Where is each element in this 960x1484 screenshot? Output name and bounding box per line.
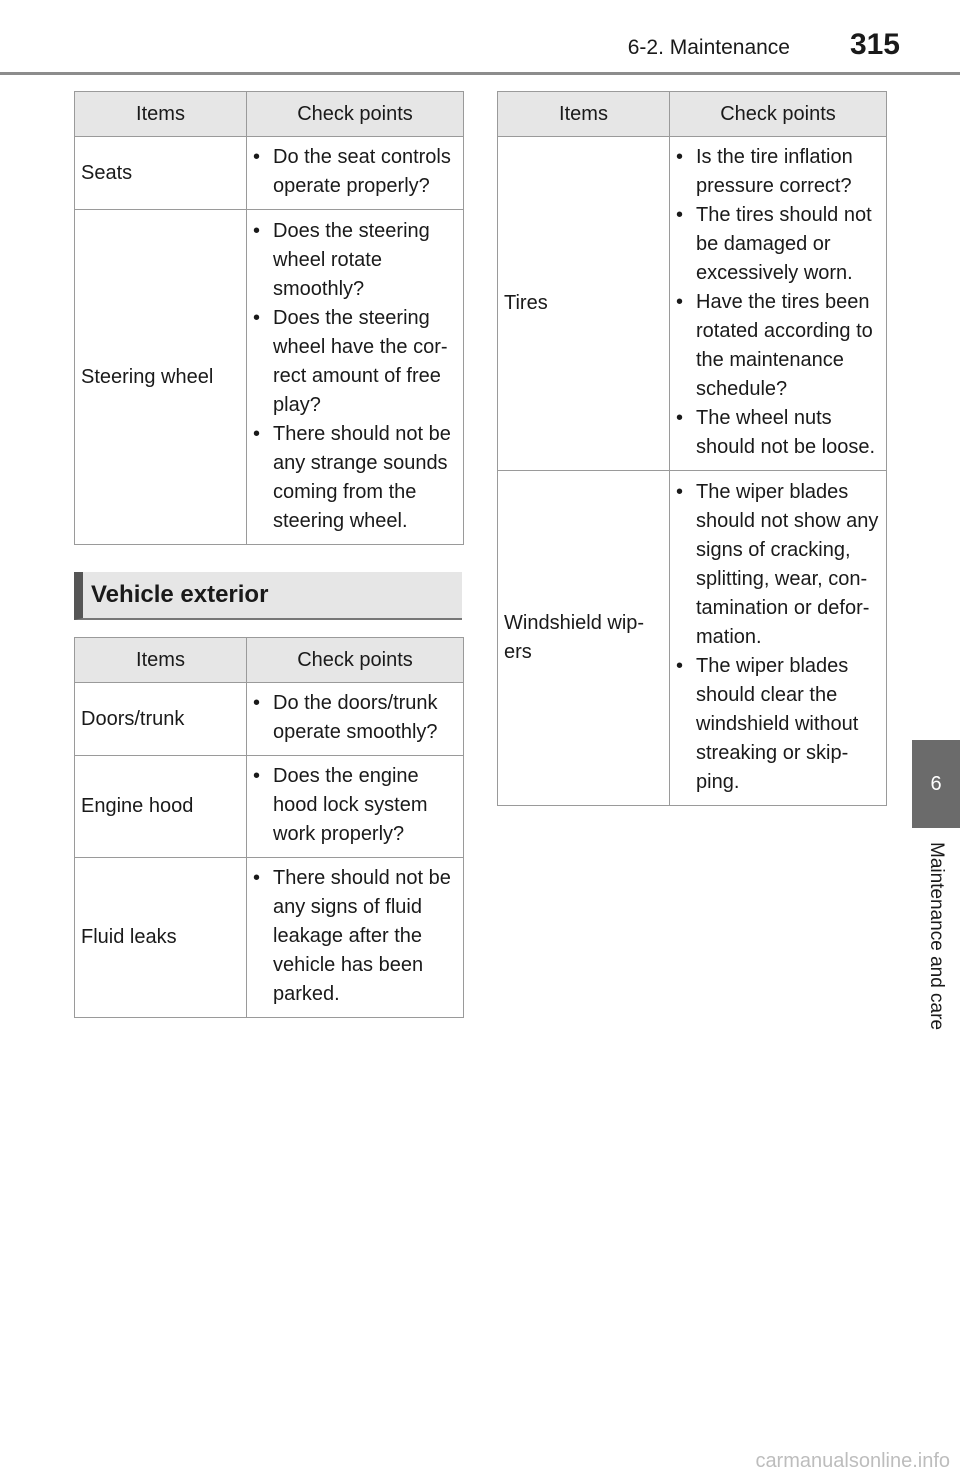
table-row [75,756,464,858]
section-title: 6-2. Maintenance [627,36,790,59]
row-item: Windshield wip-ers [498,471,670,806]
check-table-exterior [74,637,464,1018]
row-item: Doors/trunk [75,683,247,756]
table-row [75,683,464,756]
check-point: • The wiper blades should clear the windshield without streaking or skip-ping. [676,652,880,797]
row-check-points [247,210,464,545]
check-point: • There should not be any signs of fluid leakage after the vehicle has been parked. [253,864,457,1009]
header-items: Items [498,92,670,137]
row-check-points [670,137,887,471]
header-rule [0,72,960,75]
header-check-points: Check points [247,92,464,137]
row-check-points [247,137,464,210]
check-point: • The wiper blades should not show any signs of cracking, splitting, wear, con-tamination or defor-mation. [676,478,880,652]
chapter-tab-number: 6 [912,740,960,828]
row-check-points [247,683,464,756]
page-number: 315 [849,28,900,61]
table-header-row [75,638,464,683]
row-item: Engine hood [75,756,247,858]
table-header-row [75,92,464,137]
table-row [498,137,887,471]
row-item: Tires [498,137,670,471]
check-point: • Does the steering wheel have the cor-rect amount of free play? [253,304,457,420]
row-check-points [247,858,464,1018]
section-heading-vehicle-exterior: Vehicle exterior [74,572,462,620]
row-item: Seats [75,137,247,210]
check-table-tires-wipers [497,91,887,806]
row-item: Steering wheel [75,210,247,545]
row-check-points [247,756,464,858]
check-point: • Does the engine hood lock system work properly? [253,762,457,849]
check-point: • There should not be any strange sounds coming from the steering wheel. [253,420,457,536]
table-row [75,210,464,545]
header-check-points: Check points [247,638,464,683]
check-point: • Do the seat controls operate properly? [253,143,457,201]
watermark: carmanualsonline.info [755,1450,950,1472]
check-point: • Is the tire inflation pressure correct? [676,143,880,201]
header-items: Items [75,92,247,137]
header-items: Items [75,638,247,683]
check-point: • The tires should not be damaged or excessively worn. [676,201,880,288]
table-row [75,858,464,1018]
table-row [498,471,887,806]
row-check-points [670,471,887,806]
check-point: • Have the tires been rotated according to the maintenance schedule? [676,288,880,404]
check-table-interior [74,91,464,545]
table-row [75,137,464,210]
header-check-points: Check points [670,92,887,137]
row-item: Fluid leaks [75,858,247,1018]
table-header-row [498,92,887,137]
check-point: • Does the steering wheel rotate smoothly? [253,217,457,304]
check-point: • Do the doors/trunk operate smoothly? [253,689,457,747]
check-point: • The wheel nuts should not be loose. [676,404,880,462]
chapter-tab-label: Maintenance and care [926,842,947,1031]
